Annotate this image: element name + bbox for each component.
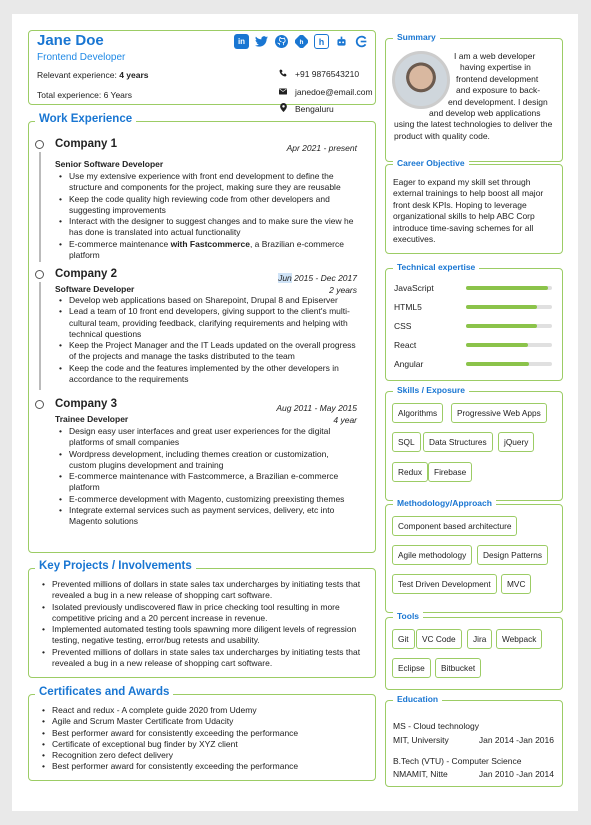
summary-line: and develop web applications: [429, 108, 541, 119]
tool-chip: Webpack: [496, 629, 542, 649]
tool-chip: VC Code: [416, 629, 462, 649]
tools-card: [385, 611, 563, 690]
job-period-rest: 2015 - Dec 2017: [291, 273, 357, 283]
objective-line: Eager to expand my skill set through: [393, 177, 531, 187]
summary-text: [394, 51, 560, 142]
list-item: • E-commerce maintenance with Fastcommerce, a Brazilian e-commerce platform: [69, 239, 357, 262]
phone-icon: [279, 69, 287, 79]
skill-bar-track: [466, 362, 552, 366]
svg-text:h: h: [299, 38, 304, 46]
social-links: [234, 34, 369, 49]
career-objective-card: [385, 158, 563, 254]
email-contact: [279, 87, 373, 97]
methodology-chip: Agile methodology: [392, 545, 472, 565]
education-period: Jan 2010 -Jan 2014: [478, 769, 554, 779]
skill-row: [386, 302, 562, 316]
summary-line: I am a web developer: [454, 51, 536, 61]
email-address[interactable]: janedoe@email.com: [295, 87, 373, 97]
skill-chip: Data Structures: [423, 432, 493, 452]
technical-expertise-card: [385, 262, 563, 381]
list-item: • Prevented millions of dollars in state sales tax undercharges by initiating tests that revealed a bug in a new release of shopping cart software.: [52, 579, 370, 602]
key-projects-title: Key Projects / Involvements: [35, 560, 196, 572]
list-item: • Use my extensive experience with front end development to define the structure and components for the project, making sure they are reusable: [69, 171, 357, 194]
job-duration: 2 years: [329, 285, 357, 295]
summary-line: frontend development: [456, 73, 539, 84]
hackerrank-icon[interactable]: h: [314, 34, 329, 49]
codechef-icon[interactable]: [354, 34, 369, 49]
skill-row: [386, 340, 562, 354]
skill-chip: Progressive Web Apps: [451, 403, 547, 423]
highlighted-text: Jun: [278, 273, 292, 283]
mail-icon: [279, 88, 287, 97]
methodology-chip: Test Driven Development: [392, 574, 497, 594]
job-duration: 4 year: [333, 415, 357, 425]
tool-chip: Bitbucket: [435, 658, 481, 678]
job-period: Apr 2021 - present: [286, 143, 357, 153]
education-school: MIT, University: [393, 735, 449, 745]
hashnode-icon[interactable]: [294, 34, 309, 49]
objective-line: executives.: [393, 234, 436, 245]
total-experience: Total experience: 6 Years: [37, 90, 132, 100]
twitter-icon[interactable]: [254, 34, 269, 49]
list-item: • Isolated previously undiscovered flaw in price checking tool resulting in more competitive pricing and a 20 percent increase in revenue.: [52, 602, 370, 625]
leetcode-bot-icon[interactable]: [334, 34, 349, 49]
timeline-dot: [35, 400, 44, 409]
relevant-experience: [37, 70, 149, 80]
objective-line: introduce time-saving schemes for all: [393, 222, 534, 233]
objective-line: front desk KPIs. Hoping to leverage: [393, 199, 527, 210]
tools-title: Tools: [393, 611, 423, 621]
list-item: • Best performer award for consistently exceeding the performance: [52, 728, 370, 739]
work-experience-title: Work Experience: [35, 113, 136, 125]
location-contact: [279, 103, 334, 114]
skill-bar-fill: [466, 324, 537, 328]
relevant-experience-label: Relevant experience:: [37, 70, 120, 80]
summary-line: having expertise in: [460, 62, 531, 73]
list-item: • React and redux - A complete guide 2020 from Udemy: [52, 705, 370, 716]
methodology-chip: MVC: [501, 574, 531, 594]
skill-row: [386, 359, 562, 373]
summary-line: product with quality code.: [394, 130, 490, 141]
certificates-card: [28, 686, 376, 781]
list-item: • Recognition zero defect delivery: [52, 750, 370, 761]
key-projects-card: [28, 560, 376, 678]
education-card: [385, 694, 563, 787]
skill-chip: SQL: [392, 432, 421, 452]
skill-chip: Redux: [392, 462, 428, 482]
linkedin-icon[interactable]: in: [234, 34, 249, 49]
skill-chip: jQuery: [498, 432, 534, 452]
skill-row: [386, 321, 562, 335]
job-title: Senior Software Developer: [55, 159, 164, 169]
skill-bar-fill: [466, 362, 529, 366]
skill-bar-fill: [466, 305, 537, 309]
timeline-dot: [35, 140, 44, 149]
skill-name: Angular: [394, 359, 424, 369]
summary-title: Summary: [393, 32, 440, 42]
job-title: Trainee Developer: [55, 414, 129, 424]
objective-line: organizational skills to help ABC Corp: [393, 211, 535, 222]
list-item: • Design easy user interfaces and great user experiences for the digital platforms of small companies: [69, 426, 357, 449]
summary-card: [385, 32, 563, 162]
list-item: • Interact with the designer to suggest changes and to make sure the view he has done is translated into actual functionality: [69, 216, 357, 239]
location-pin-icon: [279, 103, 287, 114]
job-period: [278, 273, 357, 283]
job-bullets: [69, 426, 357, 528]
job-title: Software Developer: [55, 284, 135, 294]
list-item: • Lead a team of 10 front end developers, giving support to the client's multi-cultural team, providing feedback, clarifying requirements and helping with technical questions: [69, 306, 357, 340]
skill-chip: Algorithms: [392, 403, 443, 423]
skills-card: [385, 385, 563, 501]
skills-title: Skills / Exposure: [393, 385, 469, 395]
skill-bar-track: [466, 286, 552, 290]
tool-chip: Git: [392, 629, 415, 649]
skill-bar-track: [466, 343, 552, 347]
list-item: • Develop web applications based on Sharepoint, Drupal 8 and Episerver: [69, 295, 357, 306]
skill-name: JavaScript: [394, 283, 434, 293]
projects-list: [52, 579, 370, 669]
list-item: • E-commerce development with Magento, customizing preexisting themes: [69, 494, 357, 505]
timeline-line: [39, 282, 41, 390]
career-objective-text: [393, 177, 561, 245]
methodology-card: [385, 498, 563, 613]
location-text: Bengaluru: [295, 103, 334, 114]
list-item: • Keep the code and the features implemented by the other developers in accordance to the requirements: [69, 363, 357, 386]
timeline-line: [39, 152, 41, 262]
list-item: • Agile and Scrum Master Certificate from Udacity: [52, 716, 370, 727]
skill-chip: Firebase: [428, 462, 472, 482]
job-company: Company 3: [55, 398, 117, 410]
phone-contact: [279, 69, 359, 79]
candidate-name: Jane Doe: [37, 32, 104, 49]
job-company: Company 2: [55, 268, 117, 280]
summary-line: using the latest technologies to deliver the: [394, 119, 553, 130]
tool-chip: Jira: [467, 629, 492, 649]
phone-number: +91 9876543210: [295, 69, 360, 79]
skill-row: [386, 283, 562, 297]
education-school: NMAMIT, Nitte: [393, 769, 448, 779]
relevant-experience-value: 4 years: [119, 70, 149, 80]
github-icon[interactable]: [274, 34, 289, 49]
skill-bar-track: [466, 324, 552, 328]
summary-line: and exposure to back-: [456, 85, 541, 96]
technical-expertise-title: Technical expertise: [393, 262, 479, 272]
education-title: Education: [393, 694, 442, 704]
header-card: [28, 30, 376, 114]
methodology-chip: Design Patterns: [477, 545, 548, 565]
skill-name: HTML5: [394, 302, 422, 312]
list-item: • Best performer award for consistently exceeding the performance: [52, 761, 370, 772]
education-degree: MS - Cloud technology: [393, 721, 479, 731]
job-period: Aug 2011 - May 2015: [276, 403, 357, 413]
list-item: • Integrate external services such as payment services, delivery, etc into Magento solutions: [69, 505, 357, 528]
list-item: • Prevented millions of dollars in state sales tax undercharges by initiating tests that revealed a bug in a new release of shopping cart software.: [52, 647, 370, 670]
skill-bar-track: [466, 305, 552, 309]
timeline-dot: [35, 270, 44, 279]
education-degree: B.Tech (VTU) - Computer Science: [393, 756, 522, 766]
skill-name: React: [394, 340, 417, 350]
list-item: • Keep the code quality high reviewing code from other developers and suggesting improvements: [69, 194, 357, 217]
methodology-title: Methodology/Approach: [393, 498, 496, 508]
education-period: Jan 2014 -Jan 2016: [478, 735, 554, 745]
skill-bar-fill: [466, 286, 548, 290]
tool-chip: Eclipse: [392, 658, 431, 678]
methodology-chip: Component based architecture: [392, 516, 517, 536]
certificates-list: [52, 705, 370, 773]
certificates-title: Certificates and Awards: [35, 686, 173, 698]
candidate-role: Frontend Developer: [37, 52, 126, 63]
resume-page: [12, 14, 578, 811]
list-item: • Implemented automated testing tools spawning more diligent levels of regression testing, negative testing, error/bug retests and usability.: [52, 624, 370, 647]
skill-name: CSS: [394, 321, 412, 331]
job-company: Company 1: [55, 138, 117, 150]
list-item: • E-commerce maintenance with Fastcommerce, a Brazilian e-commerce platform: [69, 471, 357, 494]
list-item: • Certificate of exceptional bug finder by XYZ client: [52, 739, 370, 750]
list-item: • Wordpress development, including themes creation or customization, custom plugins development and training: [69, 449, 357, 472]
skill-bar-fill: [466, 343, 528, 347]
job-bullets: [69, 295, 357, 385]
job-bullets: [69, 171, 357, 261]
work-experience-card: [28, 113, 376, 553]
list-item: • Keep the Project Manager and the IT Leads updated on the overall progress of the projects and manage the tasks distributed to the team: [69, 340, 357, 363]
career-objective-title: Career Objective: [393, 158, 469, 168]
objective-line: external trainings to help boost all major: [393, 188, 544, 199]
summary-line: end development. I design: [448, 96, 548, 107]
